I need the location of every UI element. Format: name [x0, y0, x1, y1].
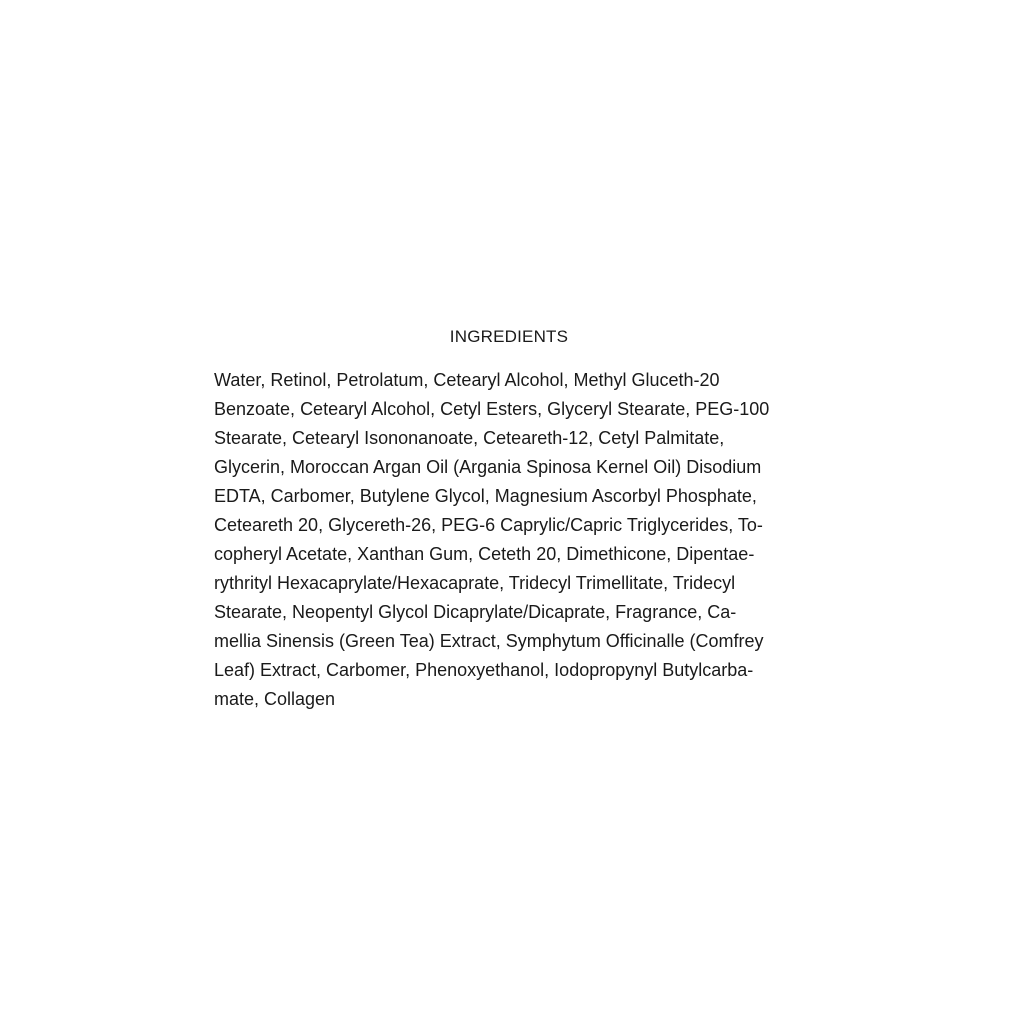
ingredients-list [214, 366, 814, 714]
ingredient-line: rythrityl Hexacaprylate/Hexacaprate, Tridecyl Trimellitate, Tridecyl [214, 573, 736, 593]
ingredient-line: Water, Retinol, Petrolatum, Cetearyl Alcohol, Methyl Gluceth-20 [214, 370, 720, 390]
ingredient-line: Stearate, Neopentyl Glycol Dicaprylate/Dicaprate, Fragrance, Ca- [214, 602, 737, 622]
ingredients-title: INGREDIENTS [449, 327, 569, 346]
ingredient-line: mellia Sinensis (Green Tea) Extract, Symphytum Officinalle (Comfrey [214, 631, 764, 651]
ingredient-line: EDTA, Carbomer, Butylene Glycol, Magnesium Ascorbyl Phosphate, [214, 486, 757, 506]
ingredient-line: copheryl Acetate, Xanthan Gum, Ceteth 20, Dimethicone, Dipentae- [214, 544, 755, 564]
ingredient-line: Benzoate, Cetearyl Alcohol, Cetyl Esters, Glyceryl Stearate, PEG-100 [214, 399, 770, 419]
ingredient-line: Glycerin, Moroccan Argan Oil (Argania Spinosa Kernel Oil) Disodium [214, 457, 762, 477]
ingredient-line: Ceteareth 20, Glycereth-26, PEG-6 Caprylic/Capric Triglycerides, To- [214, 515, 763, 535]
ingredients-panel [214, 326, 814, 714]
ingredient-line: Leaf) Extract, Carbomer, Phenoxyethanol, Iodopropynyl Butylcarba- [214, 660, 754, 680]
ingredient-line: mate, Collagen [214, 689, 336, 709]
ingredient-line: Stearate, Cetearyl Isononanoate, Ceteareth-12, Cetyl Palmitate, [214, 428, 725, 448]
